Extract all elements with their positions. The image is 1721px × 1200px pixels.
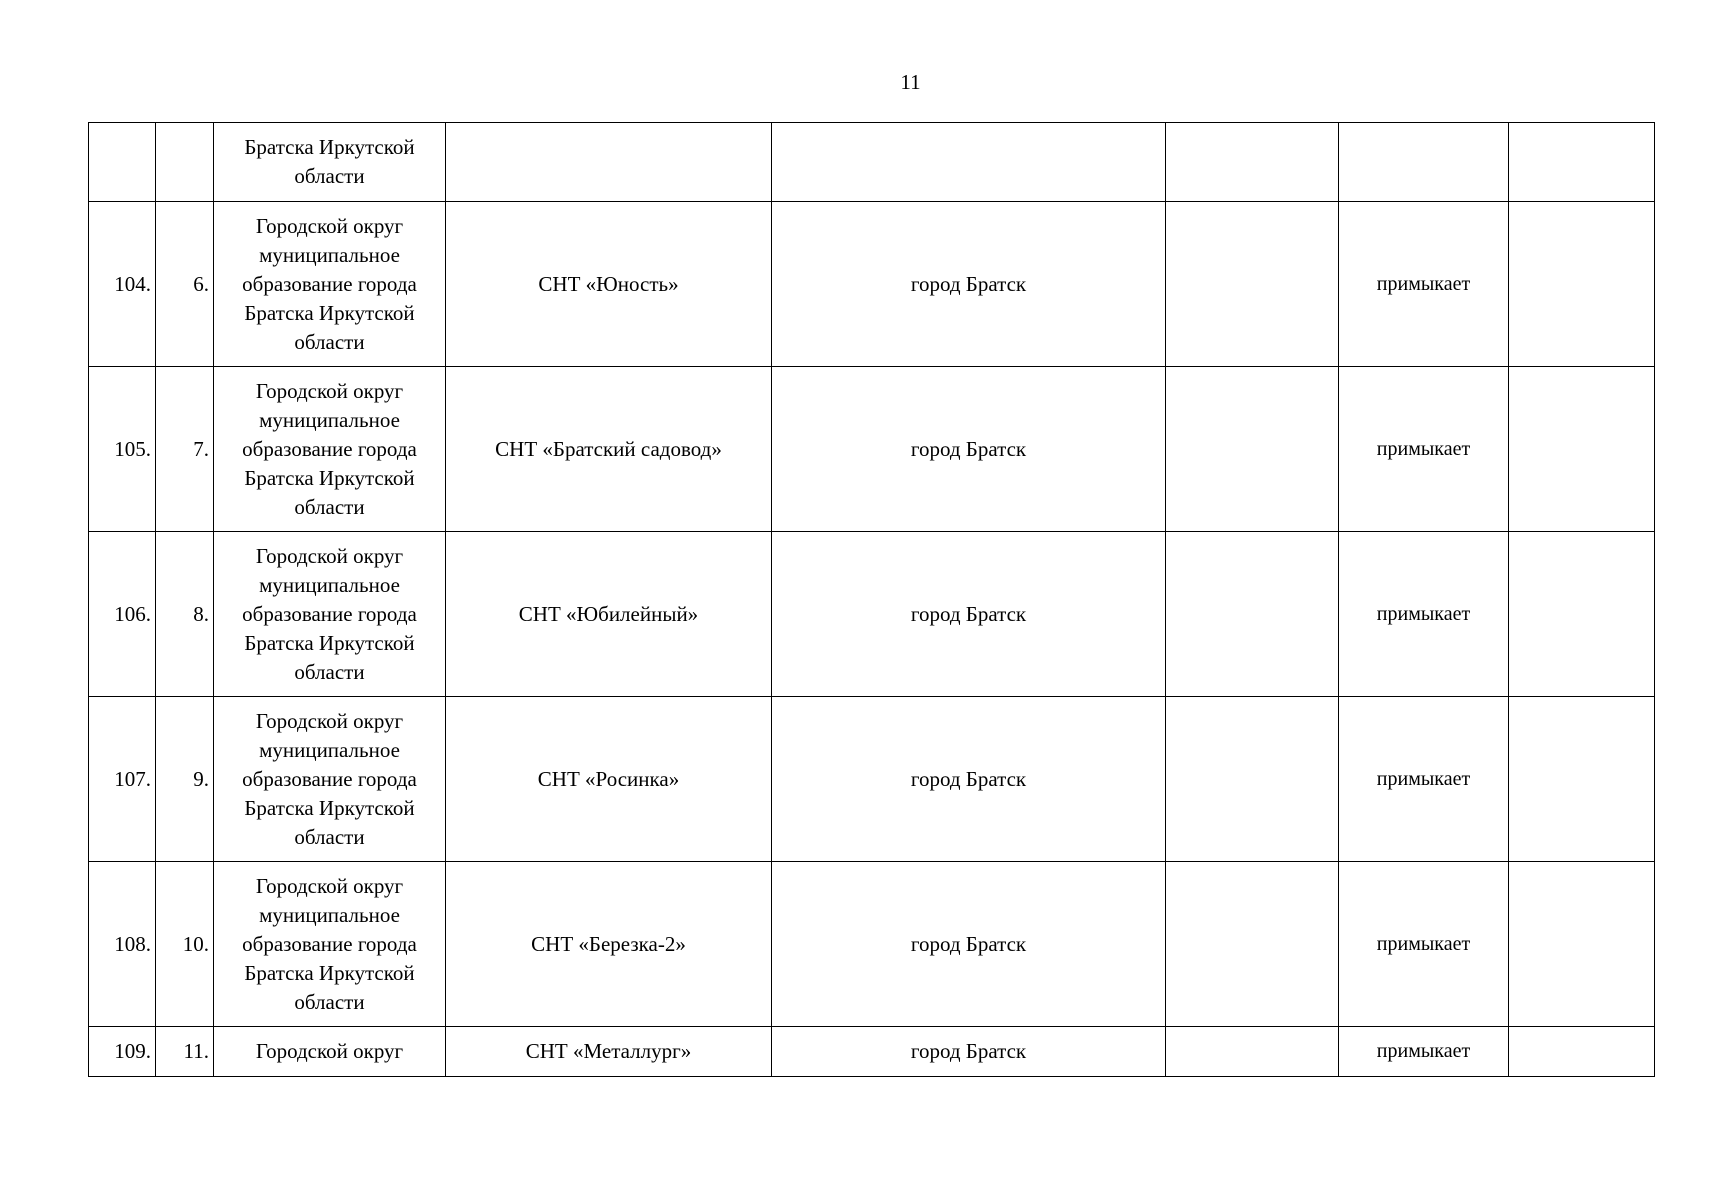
table-row: [89, 697, 1655, 862]
row-subnumber: 8.: [156, 532, 214, 697]
row-number: 106.: [89, 532, 156, 697]
settlement-name-cell: СНТ «Юбилейный»: [446, 532, 772, 697]
location-cell: город Братск: [772, 532, 1166, 697]
empty-cell: [1166, 532, 1339, 697]
adjacency-cell: примыкает: [1339, 1027, 1509, 1077]
location-cell: город Братск: [772, 367, 1166, 532]
location-cell: город Братск: [772, 1027, 1166, 1077]
settlement-name-cell: СНТ «Братский садовод»: [446, 367, 772, 532]
table-row: [89, 862, 1655, 1027]
row-subnumber: [156, 123, 214, 202]
row-subnumber: 10.: [156, 862, 214, 1027]
settlements-table: [88, 122, 1655, 1077]
row-subnumber: 6.: [156, 202, 214, 367]
municipality-cell: Братска Иркутской области: [214, 123, 446, 202]
adjacency-cell: [1339, 123, 1509, 202]
empty-cell: [1509, 1027, 1655, 1077]
row-number: 108.: [89, 862, 156, 1027]
empty-cell: [1509, 367, 1655, 532]
municipality-cell: Городской округ муниципальное образование города Братска Иркутской области: [214, 862, 446, 1027]
empty-cell: [1509, 123, 1655, 202]
row-number: 104.: [89, 202, 156, 367]
empty-cell: [1509, 697, 1655, 862]
municipality-cell: Городской округ муниципальное образование города Братска Иркутской области: [214, 697, 446, 862]
location-cell: город Братск: [772, 202, 1166, 367]
location-cell: город Братск: [772, 697, 1166, 862]
row-number: 109.: [89, 1027, 156, 1077]
adjacency-cell: примыкает: [1339, 697, 1509, 862]
row-subnumber: 9.: [156, 697, 214, 862]
table-row: [89, 367, 1655, 532]
location-cell: [772, 123, 1166, 202]
settlement-name-cell: СНТ «Березка-2»: [446, 862, 772, 1027]
empty-cell: [1509, 532, 1655, 697]
table-row: [89, 1027, 1655, 1077]
table-row: [89, 532, 1655, 697]
page-number: 11: [900, 70, 921, 94]
empty-cell: [1166, 1027, 1339, 1077]
adjacency-cell: примыкает: [1339, 367, 1509, 532]
table-row: [89, 123, 1655, 202]
empty-cell: [1166, 202, 1339, 367]
municipality-cell: Городской округ: [214, 1027, 446, 1077]
row-number: [89, 123, 156, 202]
municipality-cell: Городской округ муниципальное образование города Братска Иркутской области: [214, 532, 446, 697]
municipality-cell: Городской округ муниципальное образование города Братска Иркутской области: [214, 367, 446, 532]
row-subnumber: 11.: [156, 1027, 214, 1077]
municipality-cell: Городской округ муниципальное образование города Братска Иркутской области: [214, 202, 446, 367]
adjacency-cell: примыкает: [1339, 862, 1509, 1027]
settlement-name-cell: СНТ «Юность»: [446, 202, 772, 367]
location-cell: город Братск: [772, 862, 1166, 1027]
row-subnumber: 7.: [156, 367, 214, 532]
settlement-name-cell: СНТ «Росинка»: [446, 697, 772, 862]
empty-cell: [1509, 202, 1655, 367]
row-number: 107.: [89, 697, 156, 862]
empty-cell: [1166, 862, 1339, 1027]
adjacency-cell: примыкает: [1339, 202, 1509, 367]
settlement-name-cell: [446, 123, 772, 202]
settlement-name-cell: СНТ «Металлург»: [446, 1027, 772, 1077]
table-row: [89, 202, 1655, 367]
empty-cell: [1509, 862, 1655, 1027]
row-number: 105.: [89, 367, 156, 532]
empty-cell: [1166, 697, 1339, 862]
adjacency-cell: примыкает: [1339, 532, 1509, 697]
empty-cell: [1166, 123, 1339, 202]
empty-cell: [1166, 367, 1339, 532]
